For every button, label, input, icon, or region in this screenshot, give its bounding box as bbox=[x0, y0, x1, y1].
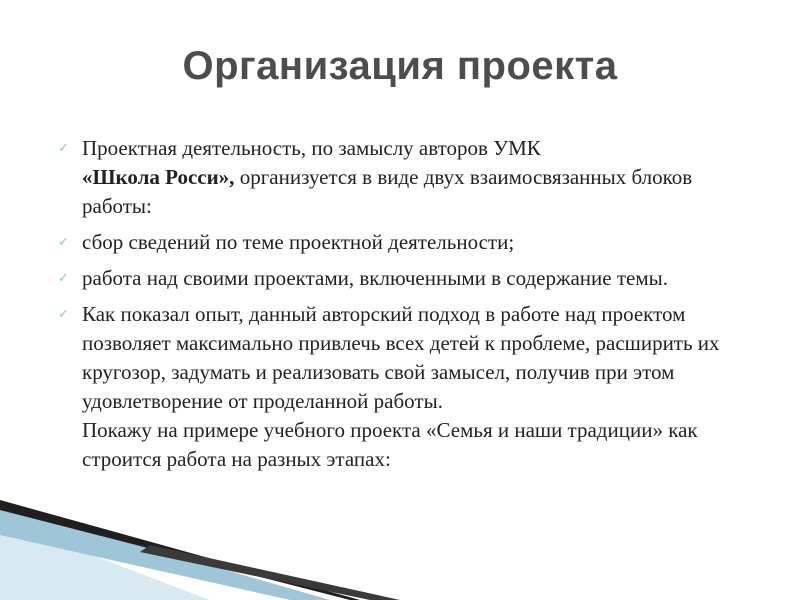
bullet-text: сбор сведений по теме проектной деятельности; bbox=[82, 230, 515, 254]
checkmark-icon: ✓ bbox=[58, 307, 69, 322]
bullet-item-4 bbox=[58, 300, 758, 474]
bullet-text: организуется в виде двух взаимосвязанных блоков работы: bbox=[82, 165, 693, 218]
slide-body bbox=[58, 134, 758, 481]
bullet-bold-text: «Школа Росси», bbox=[82, 165, 235, 189]
decorative-swoosh-light bbox=[0, 520, 210, 600]
slide-title: Организация проекта bbox=[182, 44, 618, 88]
checkmark-icon: ✓ bbox=[58, 271, 69, 286]
checkmark-icon: ✓ bbox=[58, 235, 69, 250]
bullet-item-2 bbox=[58, 228, 758, 257]
decorative-swoosh-dark bbox=[0, 500, 360, 600]
decorative-swoosh-shadow bbox=[140, 545, 400, 600]
bullet-text: работа над своими проектами, включенными в содержание темы. bbox=[82, 266, 669, 290]
decorative-swoosh-mid bbox=[0, 505, 330, 600]
bullet-text: Проектная деятельность, по замыслу авторов УМК bbox=[82, 136, 541, 160]
bullet-text: Как показал опыт, данный авторский подход в работе над проектом позволяет максимально привлечь всех детей к проблеме, расширить их кругозор, задумать и реализовать свой замысел, получив при этом удовлетворение от проделанной работы. bbox=[82, 302, 720, 413]
checkmark-icon: ✓ bbox=[58, 141, 69, 156]
bullet-item-3 bbox=[58, 264, 758, 293]
bullet-text: Покажу на примере учебного проекта «Семья и наши традиции» как строится работа на разных этапах: bbox=[82, 418, 698, 471]
bullet-item-1 bbox=[58, 134, 758, 221]
